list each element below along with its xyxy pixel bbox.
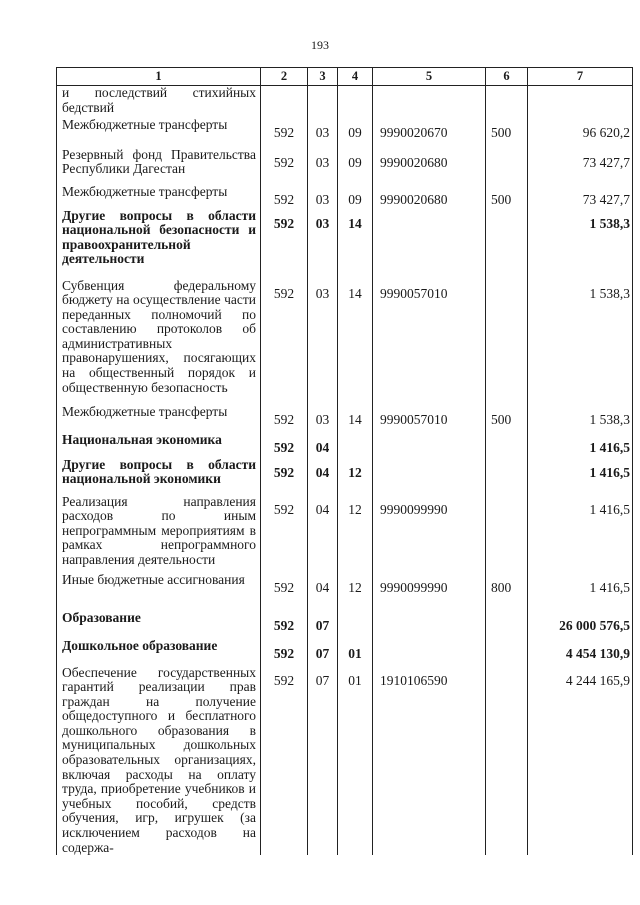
column-header-4: 4	[338, 68, 373, 86]
row-ministry-code: 592	[261, 185, 308, 209]
row-subsection-code: 09	[338, 148, 373, 185]
table-row	[57, 458, 633, 495]
row-subsection-code: 12	[338, 458, 373, 495]
row-ministry-code: 592	[261, 279, 308, 405]
row-section-code: 03	[308, 405, 338, 433]
row-target-code	[373, 433, 486, 458]
column-header-6: 6	[486, 68, 528, 86]
row-expense-type	[486, 279, 528, 405]
row-section-code: 03	[308, 185, 338, 209]
row-expense-type	[486, 611, 528, 639]
table-body	[57, 86, 633, 856]
column-header-5: 5	[373, 68, 486, 86]
row-expense-type	[486, 86, 528, 118]
row-section-code: 03	[308, 209, 338, 279]
row-name: и последствий стихийных бедствий	[57, 86, 261, 118]
column-header-3: 3	[308, 68, 338, 86]
table-row	[57, 611, 633, 639]
row-target-code	[373, 458, 486, 495]
column-header-2: 2	[261, 68, 308, 86]
row-ministry-code: 592	[261, 433, 308, 458]
row-name: Дошкольное образование	[57, 639, 261, 666]
row-ministry-code: 592	[261, 148, 308, 185]
row-subsection-code	[338, 611, 373, 639]
table-row	[57, 573, 633, 611]
row-name: Межбюджетные трансферты	[57, 118, 261, 148]
row-target-code	[373, 639, 486, 666]
row-amount: 26 000 576,5	[528, 611, 633, 639]
row-amount: 1 538,3	[528, 279, 633, 405]
row-subsection-code: 09	[338, 185, 373, 209]
column-header-7: 7	[528, 68, 633, 86]
row-section-code: 07	[308, 666, 338, 856]
row-ministry-code: 592	[261, 611, 308, 639]
table-row	[57, 433, 633, 458]
row-subsection-code: 09	[338, 118, 373, 148]
row-subsection-code	[338, 86, 373, 118]
row-amount: 1 538,3	[528, 209, 633, 279]
row-section-code: 07	[308, 611, 338, 639]
row-target-code: 9990057010	[373, 279, 486, 405]
row-section-code: 04	[308, 573, 338, 611]
row-ministry-code: 592	[261, 209, 308, 279]
page-number: 193	[311, 38, 329, 52]
table-row	[57, 185, 633, 209]
row-ministry-code: 592	[261, 495, 308, 573]
row-amount: 1 416,5	[528, 433, 633, 458]
table-row	[57, 86, 633, 118]
row-ministry-code: 592	[261, 458, 308, 495]
table-row	[57, 279, 633, 405]
column-header-1: 1	[57, 68, 261, 86]
row-expense-type	[486, 639, 528, 666]
row-expense-type	[486, 209, 528, 279]
row-amount: 4 454 130,9	[528, 639, 633, 666]
row-name: Другие вопросы в области национальной безопасности и правоохранительной деятельности	[57, 209, 261, 279]
row-amount: 96 620,2	[528, 118, 633, 148]
row-section-code: 03	[308, 279, 338, 405]
row-ministry-code	[261, 86, 308, 118]
row-amount: 73 427,7	[528, 148, 633, 185]
row-target-code: 9990020680	[373, 148, 486, 185]
row-target-code: 9990020670	[373, 118, 486, 148]
table-row	[57, 209, 633, 279]
row-target-code: 1910106590	[373, 666, 486, 856]
row-target-code	[373, 86, 486, 118]
row-expense-type	[486, 148, 528, 185]
row-subsection-code: 12	[338, 495, 373, 573]
row-name: Субвенция федеральному бюджету на осуществление части переданных полномочий по составлению протоколов об административных правонарушениях, посягающих на общественный порядок и общественную безопасность	[57, 279, 261, 405]
row-expense-type: 500	[486, 118, 528, 148]
row-section-code: 04	[308, 495, 338, 573]
row-ministry-code: 592	[261, 639, 308, 666]
row-name: Образование	[57, 611, 261, 639]
row-ministry-code: 592	[261, 573, 308, 611]
row-expense-type: 800	[486, 573, 528, 611]
row-name: Национальная экономика	[57, 433, 261, 458]
row-section-code: 07	[308, 639, 338, 666]
row-expense-type	[486, 495, 528, 573]
row-amount: 1 416,5	[528, 573, 633, 611]
row-target-code: 9990099990	[373, 495, 486, 573]
row-amount: 4 244 165,9	[528, 666, 633, 856]
budget-table	[56, 67, 633, 855]
table-row	[57, 118, 633, 148]
row-ministry-code: 592	[261, 666, 308, 856]
header-row	[57, 68, 633, 86]
row-expense-type	[486, 666, 528, 856]
row-expense-type: 500	[486, 185, 528, 209]
row-ministry-code: 592	[261, 118, 308, 148]
row-subsection-code: 14	[338, 209, 373, 279]
row-name: Резервный фонд Правительства Республики Дагестан	[57, 148, 261, 185]
table-row	[57, 495, 633, 573]
row-subsection-code: 14	[338, 405, 373, 433]
row-subsection-code: 01	[338, 666, 373, 856]
row-ministry-code: 592	[261, 405, 308, 433]
table-row	[57, 639, 633, 666]
row-target-code: 9990099990	[373, 573, 486, 611]
row-section-code: 04	[308, 433, 338, 458]
row-amount: 1 416,5	[528, 458, 633, 495]
table-row	[57, 666, 633, 856]
row-subsection-code	[338, 433, 373, 458]
row-amount: 1 538,3	[528, 405, 633, 433]
row-name: Межбюджетные трансферты	[57, 405, 261, 433]
table-row	[57, 405, 633, 433]
row-subsection-code: 12	[338, 573, 373, 611]
row-expense-type: 500	[486, 405, 528, 433]
row-name: Другие вопросы в области национальной экономики	[57, 458, 261, 495]
row-section-code: 03	[308, 118, 338, 148]
row-target-code	[373, 611, 486, 639]
row-expense-type	[486, 433, 528, 458]
row-amount: 1 416,5	[528, 495, 633, 573]
row-subsection-code: 14	[338, 279, 373, 405]
row-section-code: 04	[308, 458, 338, 495]
row-section-code	[308, 86, 338, 118]
row-amount: 73 427,7	[528, 185, 633, 209]
table-row	[57, 148, 633, 185]
row-expense-type	[486, 458, 528, 495]
row-amount	[528, 86, 633, 118]
row-target-code: 9990057010	[373, 405, 486, 433]
row-name: Межбюджетные трансферты	[57, 185, 261, 209]
row-target-code: 9990020680	[373, 185, 486, 209]
row-target-code	[373, 209, 486, 279]
row-section-code: 03	[308, 148, 338, 185]
row-name: Иные бюджетные ассигнования	[57, 573, 261, 611]
row-name: Обеспечение государственных гарантий реализации прав граждан на получение общедоступного и бесплатного дошкольного образования в муниципальных дошкольных образовательных организациях, включая расходы на оплату труда, приобретение учебников и учебных пособий, средств обучения, игр, игрушек (за исключением расходов на содержа-	[57, 666, 261, 856]
row-name: Реализация направления расходов по иным непрограммным мероприятиям в рамках непрограммного направления деятельности	[57, 495, 261, 573]
row-subsection-code: 01	[338, 639, 373, 666]
